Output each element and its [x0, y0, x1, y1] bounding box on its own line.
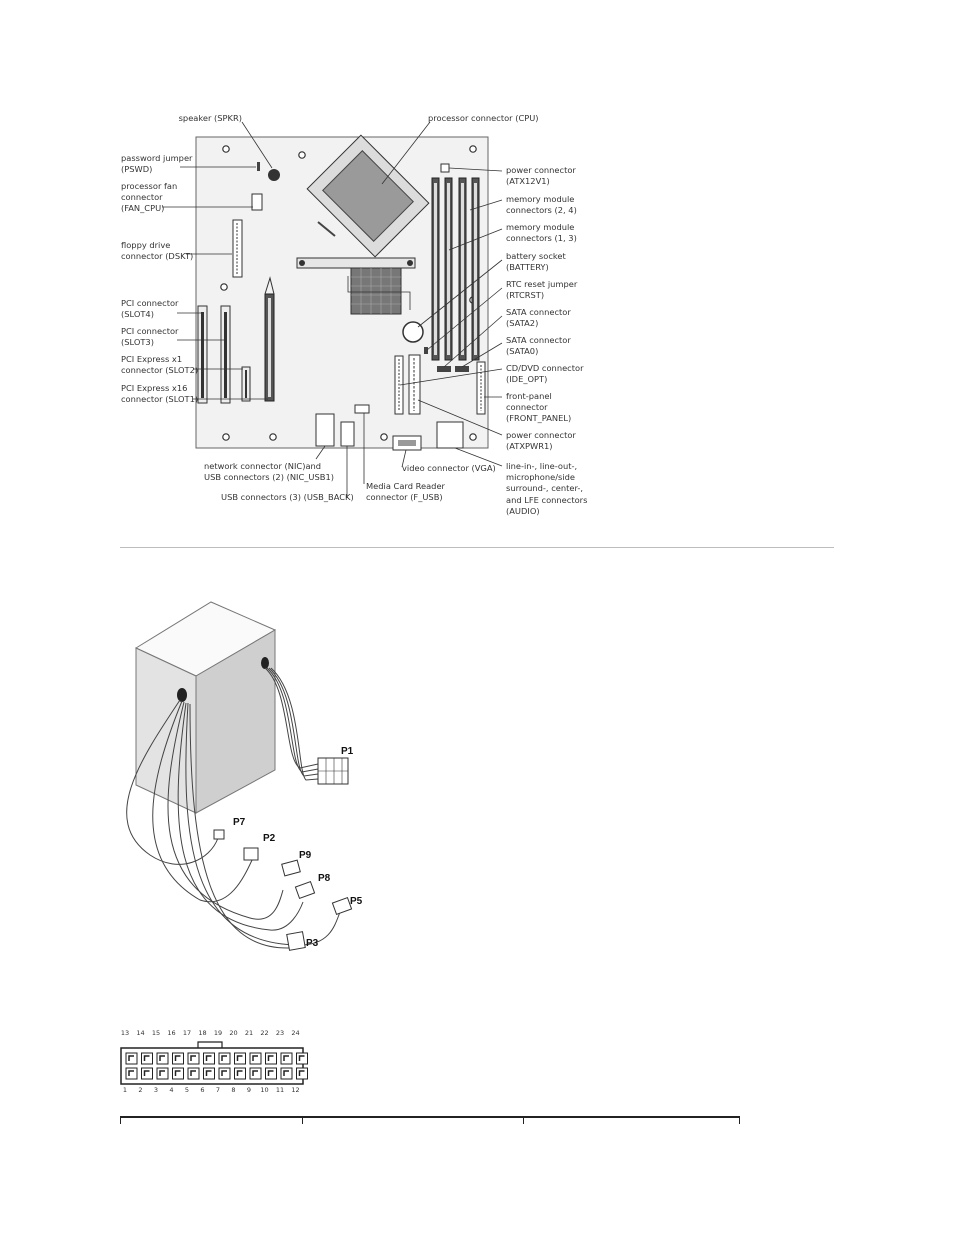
pin-cell [204, 1053, 215, 1064]
table-col-divider-4 [739, 1116, 740, 1124]
p3-label: P3 [306, 938, 319, 949]
pin-number-top: 21 [244, 1029, 254, 1037]
motherboard-graphic [0, 0, 954, 540]
pin-number-top: 18 [198, 1029, 207, 1037]
connector-graphic [118, 1040, 318, 1090]
pin-number-top: 16 [167, 1029, 176, 1037]
pin-cell [157, 1053, 168, 1064]
connector-pinout [0, 1020, 954, 1100]
power-supply-diagram [0, 560, 954, 980]
pin-number-top: 20 [229, 1029, 238, 1037]
pin-cell [250, 1068, 261, 1079]
password-jumper-label: password jumper (PSWD) [121, 153, 193, 175]
rtc-reset-label: RTC reset jumper (RTCRST) [506, 279, 578, 301]
pin-cell [281, 1053, 292, 1064]
p8-label: P8 [318, 873, 331, 884]
p9-label: P9 [299, 850, 312, 861]
pin-number-bottom: 2 [138, 1086, 143, 1094]
p2-label: P2 [263, 833, 276, 844]
sata0-label: SATA connector (SATA0) [506, 335, 571, 357]
table-col-divider-3 [523, 1116, 524, 1124]
pin-number-top: 24 [291, 1029, 300, 1037]
pin-number-bottom: 1 [122, 1086, 128, 1094]
pin-number-bottom: 5 [184, 1086, 190, 1094]
pcie-x1-label: PCI Express x1 connector (SLOT2) [121, 354, 199, 376]
audio-label: line-in-, line-out-, microphone/side surround-, center-, and LFE connectors (AUDIO) [506, 461, 588, 516]
pin-number-bottom: 12 [291, 1086, 300, 1094]
section-divider [120, 547, 834, 548]
pin-number-top: 22 [260, 1029, 269, 1037]
media-card-label: Media Card Reader connector (F_USB) [366, 481, 445, 503]
pin-cell [126, 1068, 137, 1079]
pin-number-bottom: 9 [246, 1086, 252, 1094]
pin-cell [219, 1068, 230, 1079]
pin-number-bottom: 7 [215, 1086, 221, 1094]
pin-number-top: 17 [182, 1029, 192, 1037]
pin-cell [173, 1053, 184, 1064]
memory-24-label: memory module connectors (2, 4) [506, 194, 577, 216]
pin-number-top: 13 [120, 1029, 130, 1037]
power-supply-graphic [0, 560, 954, 980]
pin-cell [266, 1053, 277, 1064]
pin-cell [173, 1068, 184, 1079]
cd-dvd-label: CD/DVD connector (IDE_OPT) [506, 363, 584, 385]
pin-cell [188, 1053, 199, 1064]
pin-cell [142, 1068, 153, 1079]
p7-label: P7 [233, 817, 246, 828]
pin-cell [204, 1068, 215, 1079]
pin-number-bottom: 6 [200, 1086, 205, 1094]
usb-back-label: USB connectors (3) (USB_BACK) [221, 492, 354, 502]
pin-cell [219, 1053, 230, 1064]
p5-label: P5 [350, 896, 363, 907]
pin-cell [235, 1068, 246, 1079]
vga-label: video connector (VGA) [402, 463, 496, 473]
pci-slot4-label: PCI connector (SLOT4) [121, 298, 179, 320]
pin-cell [126, 1053, 137, 1064]
motherboard-diagram [0, 0, 954, 540]
front-panel-label: front-panel connector (FRONT_PANEL) [506, 391, 572, 424]
pin-number-bottom: 11 [275, 1086, 285, 1094]
pin-number-bottom: 10 [260, 1086, 269, 1094]
p1-label: P1 [341, 746, 354, 757]
pin-cell [188, 1068, 199, 1079]
pin-number-top: 19 [213, 1029, 223, 1037]
processor-fan-label: processor fan connector (FAN_CPU) [121, 181, 178, 214]
pin-cell [142, 1053, 153, 1064]
pcie-x16-label: PCI Express x16 connector (SLOT1) [121, 383, 199, 405]
pin-cell [266, 1068, 277, 1079]
table-top-rule [120, 1116, 740, 1118]
speaker-label: speaker (SPKR) [178, 113, 242, 123]
pin-cell [157, 1068, 168, 1079]
pin-number-bottom: 3 [153, 1086, 159, 1094]
pci-slot3-label: PCI connector (SLOT3) [121, 326, 179, 348]
pin-number-top: 23 [275, 1029, 285, 1037]
pin-number-top: 14 [136, 1029, 145, 1037]
processor-connector-label: processor connector (CPU) [428, 113, 539, 123]
pin-cell [281, 1068, 292, 1079]
battery-label: battery socket (BATTERY) [506, 251, 566, 273]
atxpwr-label: power connector (ATXPWR1) [506, 430, 576, 452]
table-col-divider-2 [302, 1116, 303, 1124]
atx12v-label: power connector (ATX12V1) [506, 165, 576, 187]
pin-cell [250, 1053, 261, 1064]
pin-number-bottom: 4 [169, 1086, 174, 1094]
table-col-divider-1 [120, 1116, 121, 1124]
memory-13-label: memory module connectors (1, 3) [506, 222, 577, 244]
nic-usb-label: network connector (NIC)and USB connectors (2) (NIC_USB1) [204, 461, 334, 483]
pin-cell [297, 1068, 308, 1079]
pin-cell [235, 1053, 246, 1064]
pin-cell [297, 1053, 308, 1064]
pin-number-top: 15 [151, 1029, 161, 1037]
floppy-drive-label: floppy drive connector (DSKT) [121, 240, 194, 262]
sata2-label: SATA connector (SATA2) [506, 307, 571, 329]
pin-number-bottom: 8 [231, 1086, 236, 1094]
